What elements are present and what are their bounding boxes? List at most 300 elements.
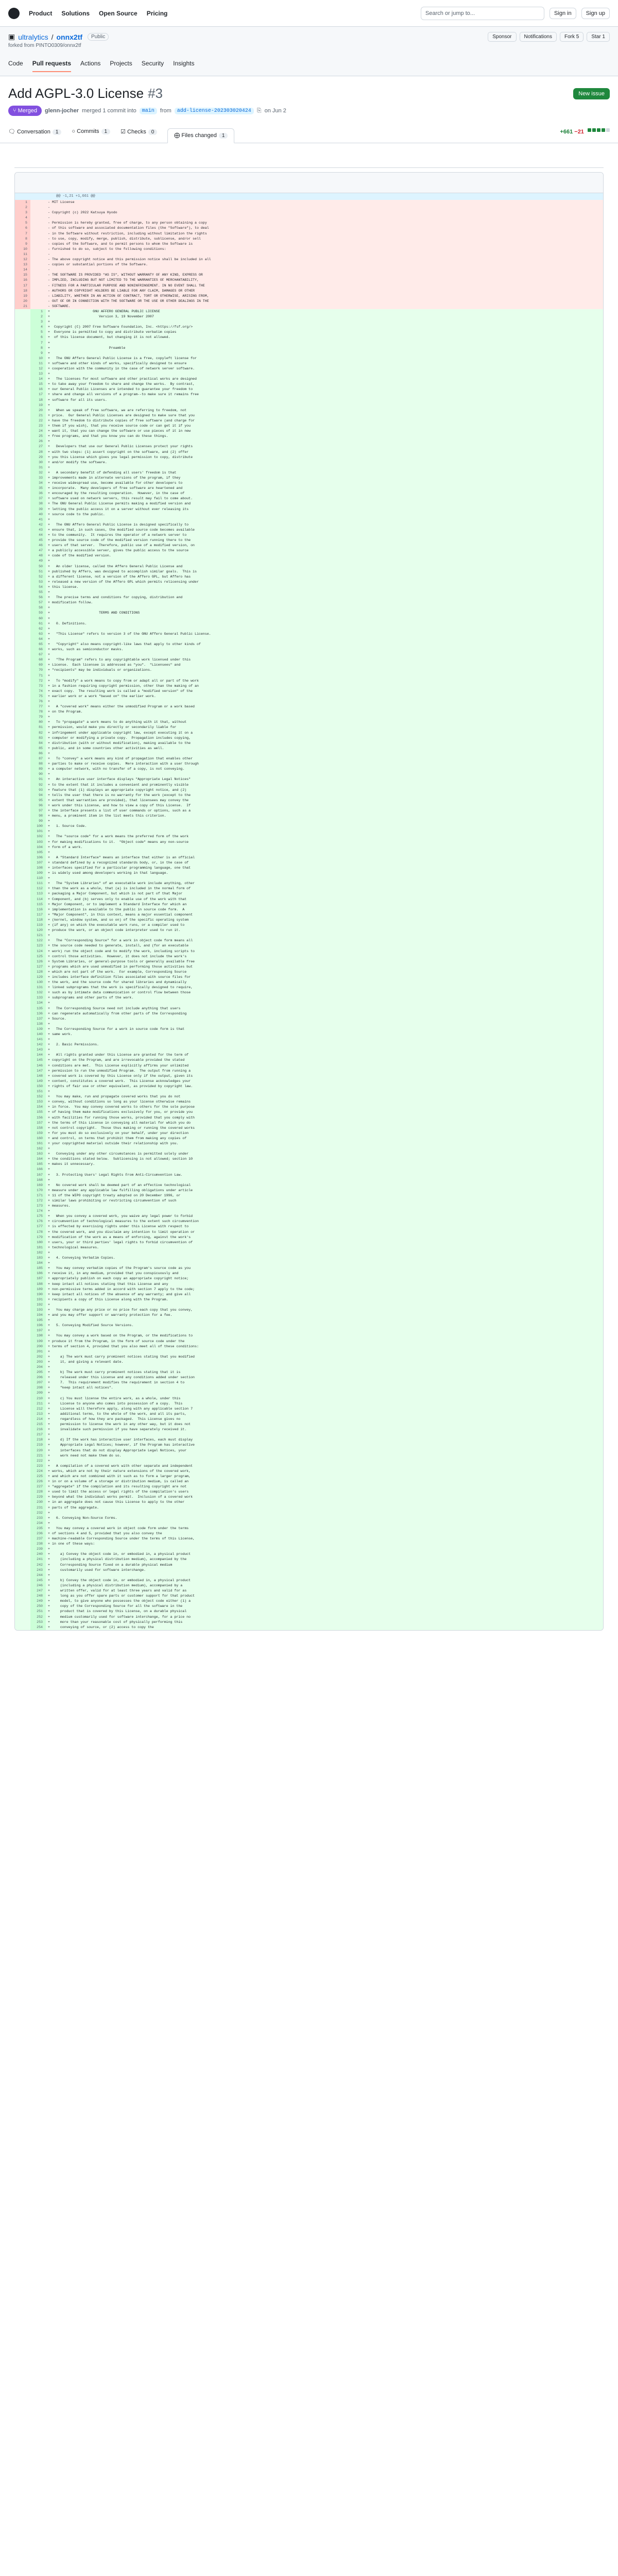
old-line-number[interactable] bbox=[15, 1297, 30, 1302]
old-line-number[interactable] bbox=[15, 886, 30, 891]
new-line-number[interactable]: 86 bbox=[30, 751, 46, 756]
old-line-number[interactable] bbox=[15, 470, 30, 476]
old-line-number[interactable] bbox=[15, 1563, 30, 1568]
old-line-number[interactable] bbox=[15, 834, 30, 839]
new-line-number[interactable]: 196 bbox=[30, 1323, 46, 1328]
old-line-number[interactable] bbox=[15, 1380, 30, 1385]
new-line-number[interactable]: 184 bbox=[30, 1261, 46, 1266]
sponsor-button[interactable]: Sponsor bbox=[488, 32, 516, 42]
star-button[interactable]: Star 1 bbox=[587, 32, 610, 42]
new-line-number[interactable]: 135 bbox=[30, 1006, 46, 1011]
old-line-number[interactable] bbox=[15, 1032, 30, 1037]
new-line-number[interactable]: 40 bbox=[30, 512, 46, 517]
old-line-number[interactable] bbox=[15, 761, 30, 767]
old-line-number[interactable] bbox=[15, 699, 30, 704]
old-line-number[interactable] bbox=[15, 408, 30, 413]
old-line-number[interactable] bbox=[15, 564, 30, 569]
new-line-number[interactable]: 85 bbox=[30, 746, 46, 751]
old-line-number[interactable] bbox=[15, 1484, 30, 1489]
old-line-number[interactable] bbox=[15, 553, 30, 558]
old-line-number[interactable] bbox=[15, 382, 30, 387]
new-line-number[interactable]: 235 bbox=[30, 1526, 46, 1531]
old-line-number[interactable] bbox=[15, 595, 30, 600]
old-line-number[interactable] bbox=[15, 626, 30, 632]
old-line-number[interactable] bbox=[15, 964, 30, 970]
old-line-number[interactable] bbox=[15, 543, 30, 548]
new-line-number[interactable]: 139 bbox=[30, 1027, 46, 1032]
new-line-number[interactable]: 1 bbox=[30, 309, 46, 314]
old-line-number[interactable] bbox=[15, 1110, 30, 1115]
old-line-number[interactable] bbox=[15, 1526, 30, 1531]
new-line-number[interactable]: 63 bbox=[30, 632, 46, 637]
old-line-number[interactable]: 3 bbox=[15, 210, 30, 215]
new-line-number[interactable]: 246 bbox=[30, 1583, 46, 1588]
old-line-number[interactable] bbox=[15, 1084, 30, 1089]
old-line-number[interactable] bbox=[15, 642, 30, 647]
new-line-number[interactable]: 14 bbox=[30, 377, 46, 382]
new-line-number[interactable]: 181 bbox=[30, 1245, 46, 1250]
old-line-number[interactable] bbox=[15, 314, 30, 319]
new-line-number[interactable]: 30 bbox=[30, 460, 46, 465]
old-line-number[interactable] bbox=[15, 720, 30, 725]
new-line-number[interactable]: 16 bbox=[30, 387, 46, 392]
new-line-number[interactable] bbox=[30, 294, 46, 299]
old-line-number[interactable] bbox=[15, 1349, 30, 1354]
old-line-number[interactable] bbox=[15, 460, 30, 465]
old-line-number[interactable] bbox=[15, 1115, 30, 1121]
fork-button[interactable]: Fork 5 bbox=[560, 32, 583, 42]
old-line-number[interactable] bbox=[15, 990, 30, 995]
tab-insights[interactable]: Insights bbox=[173, 60, 195, 67]
old-line-number[interactable] bbox=[15, 1141, 30, 1146]
new-line-number[interactable]: 128 bbox=[30, 970, 46, 975]
new-line-number[interactable]: 28 bbox=[30, 450, 46, 455]
old-line-number[interactable] bbox=[15, 803, 30, 808]
old-line-number[interactable] bbox=[15, 1370, 30, 1375]
old-line-number[interactable] bbox=[15, 970, 30, 975]
new-line-number[interactable]: 117 bbox=[30, 912, 46, 918]
new-line-number[interactable] bbox=[30, 231, 46, 236]
old-line-number[interactable] bbox=[15, 923, 30, 928]
old-line-number[interactable] bbox=[15, 1474, 30, 1479]
old-line-number[interactable] bbox=[15, 429, 30, 434]
old-line-number[interactable] bbox=[15, 725, 30, 730]
new-line-number[interactable]: 61 bbox=[30, 621, 46, 626]
old-line-number[interactable] bbox=[15, 1432, 30, 1437]
new-line-number[interactable]: 147 bbox=[30, 1069, 46, 1074]
old-line-number[interactable] bbox=[15, 1594, 30, 1599]
new-line-number[interactable] bbox=[30, 242, 46, 247]
old-line-number[interactable] bbox=[15, 1240, 30, 1245]
old-line-number[interactable] bbox=[15, 335, 30, 340]
old-line-number[interactable] bbox=[15, 746, 30, 751]
new-line-number[interactable]: 188 bbox=[30, 1282, 46, 1287]
old-line-number[interactable] bbox=[15, 933, 30, 938]
old-line-number[interactable]: 20 bbox=[15, 299, 30, 304]
new-line-number[interactable]: 223 bbox=[30, 1464, 46, 1469]
new-line-number[interactable]: 162 bbox=[30, 1146, 46, 1151]
new-line-number[interactable]: 55 bbox=[30, 590, 46, 595]
new-line-number[interactable]: 178 bbox=[30, 1230, 46, 1235]
new-line-number[interactable]: 21 bbox=[30, 413, 46, 418]
new-line-number[interactable]: 20 bbox=[30, 408, 46, 413]
old-line-number[interactable] bbox=[15, 866, 30, 871]
new-line-number[interactable]: 254 bbox=[30, 1625, 46, 1630]
old-line-number[interactable] bbox=[15, 1464, 30, 1469]
old-line-number[interactable]: 14 bbox=[15, 267, 30, 273]
new-line-number[interactable]: 84 bbox=[30, 741, 46, 746]
old-line-number[interactable] bbox=[15, 1183, 30, 1188]
old-line-number[interactable] bbox=[15, 1583, 30, 1588]
old-line-number[interactable] bbox=[15, 783, 30, 788]
old-line-number[interactable] bbox=[15, 1396, 30, 1401]
new-line-number[interactable]: 252 bbox=[30, 1615, 46, 1620]
new-line-number[interactable]: 189 bbox=[30, 1287, 46, 1292]
old-line-number[interactable]: 7 bbox=[15, 231, 30, 236]
old-line-number[interactable] bbox=[15, 1146, 30, 1151]
new-line-number[interactable]: 243 bbox=[30, 1568, 46, 1573]
github-logo-icon[interactable] bbox=[8, 8, 20, 19]
new-line-number[interactable]: 176 bbox=[30, 1219, 46, 1224]
old-line-number[interactable] bbox=[15, 1157, 30, 1162]
new-line-number[interactable]: 121 bbox=[30, 933, 46, 938]
new-line-number[interactable]: 79 bbox=[30, 715, 46, 720]
nav-solutions[interactable]: Solutions bbox=[61, 9, 90, 17]
old-line-number[interactable] bbox=[15, 907, 30, 912]
new-line-number[interactable]: 3 bbox=[30, 319, 46, 325]
new-line-number[interactable]: 156 bbox=[30, 1115, 46, 1121]
new-line-number[interactable]: 185 bbox=[30, 1266, 46, 1271]
old-line-number[interactable] bbox=[15, 1131, 30, 1136]
new-line-number[interactable]: 244 bbox=[30, 1573, 46, 1578]
old-line-number[interactable] bbox=[15, 1391, 30, 1396]
old-line-number[interactable] bbox=[15, 1453, 30, 1459]
new-line-number[interactable] bbox=[30, 289, 46, 294]
old-line-number[interactable] bbox=[15, 1308, 30, 1313]
new-line-number[interactable]: 88 bbox=[30, 761, 46, 767]
new-line-number[interactable]: 17 bbox=[30, 392, 46, 397]
old-line-number[interactable] bbox=[15, 1022, 30, 1027]
new-line-number[interactable] bbox=[30, 273, 46, 278]
notifications-button[interactable]: Notifications bbox=[520, 32, 557, 42]
old-line-number[interactable] bbox=[15, 881, 30, 886]
new-line-number[interactable]: 67 bbox=[30, 652, 46, 657]
old-line-number[interactable] bbox=[15, 387, 30, 392]
new-line-number[interactable]: 214 bbox=[30, 1417, 46, 1422]
old-line-number[interactable] bbox=[15, 1578, 30, 1583]
new-line-number[interactable]: 197 bbox=[30, 1328, 46, 1333]
old-line-number[interactable] bbox=[15, 590, 30, 595]
old-line-number[interactable] bbox=[15, 491, 30, 496]
new-line-number[interactable] bbox=[30, 210, 46, 215]
old-line-number[interactable]: 18 bbox=[15, 289, 30, 294]
old-line-number[interactable]: 11 bbox=[15, 252, 30, 257]
new-line-number[interactable]: 91 bbox=[30, 777, 46, 782]
old-line-number[interactable] bbox=[15, 793, 30, 798]
new-line-number[interactable]: 72 bbox=[30, 679, 46, 684]
old-line-number[interactable] bbox=[15, 829, 30, 834]
old-line-number[interactable] bbox=[15, 1541, 30, 1547]
new-line-number[interactable]: 35 bbox=[30, 486, 46, 491]
old-line-number[interactable] bbox=[15, 938, 30, 943]
new-line-number[interactable]: 113 bbox=[30, 891, 46, 896]
tab-actions[interactable]: Actions bbox=[80, 60, 101, 67]
old-line-number[interactable]: 19 bbox=[15, 294, 30, 299]
old-line-number[interactable] bbox=[15, 1261, 30, 1266]
new-line-number[interactable]: 141 bbox=[30, 1037, 46, 1042]
new-line-number[interactable]: 43 bbox=[30, 528, 46, 533]
new-line-number[interactable]: 8 bbox=[30, 346, 46, 351]
old-line-number[interactable] bbox=[15, 1609, 30, 1614]
new-line-number[interactable]: 191 bbox=[30, 1297, 46, 1302]
new-line-number[interactable] bbox=[30, 221, 46, 226]
old-line-number[interactable]: 12 bbox=[15, 257, 30, 262]
new-line-number[interactable]: 109 bbox=[30, 871, 46, 876]
new-issue-button[interactable]: New issue bbox=[573, 88, 610, 99]
new-line-number[interactable]: 81 bbox=[30, 725, 46, 730]
old-line-number[interactable] bbox=[15, 1271, 30, 1276]
old-line-number[interactable] bbox=[15, 1531, 30, 1536]
old-line-number[interactable] bbox=[15, 1620, 30, 1625]
new-line-number[interactable]: 168 bbox=[30, 1178, 46, 1183]
old-line-number[interactable] bbox=[15, 860, 30, 866]
new-line-number[interactable]: 239 bbox=[30, 1547, 46, 1552]
old-line-number[interactable] bbox=[15, 1406, 30, 1412]
new-line-number[interactable]: 41 bbox=[30, 517, 46, 522]
new-line-number[interactable]: 49 bbox=[30, 558, 46, 564]
new-line-number[interactable]: 137 bbox=[30, 1016, 46, 1022]
old-line-number[interactable] bbox=[15, 876, 30, 881]
new-line-number[interactable]: 193 bbox=[30, 1308, 46, 1313]
old-line-number[interactable] bbox=[15, 1339, 30, 1344]
new-line-number[interactable]: 172 bbox=[30, 1198, 46, 1204]
new-line-number[interactable]: 120 bbox=[30, 928, 46, 933]
new-line-number[interactable]: 73 bbox=[30, 684, 46, 689]
new-line-number[interactable]: 92 bbox=[30, 783, 46, 788]
new-line-number[interactable] bbox=[30, 215, 46, 221]
new-line-number[interactable]: 200 bbox=[30, 1344, 46, 1349]
old-line-number[interactable]: 8 bbox=[15, 236, 30, 242]
new-line-number[interactable]: 44 bbox=[30, 533, 46, 538]
new-line-number[interactable]: 211 bbox=[30, 1401, 46, 1406]
old-line-number[interactable] bbox=[15, 569, 30, 574]
old-line-number[interactable] bbox=[15, 943, 30, 948]
new-line-number[interactable]: 133 bbox=[30, 995, 46, 1001]
new-line-number[interactable]: 127 bbox=[30, 964, 46, 970]
new-line-number[interactable]: 136 bbox=[30, 1011, 46, 1016]
new-line-number[interactable]: 248 bbox=[30, 1594, 46, 1599]
new-line-number[interactable]: 229 bbox=[30, 1495, 46, 1500]
old-line-number[interactable] bbox=[15, 1245, 30, 1250]
old-line-number[interactable] bbox=[15, 1193, 30, 1198]
old-line-number[interactable] bbox=[15, 1427, 30, 1432]
new-line-number[interactable]: 59 bbox=[30, 611, 46, 616]
new-line-number[interactable]: 213 bbox=[30, 1412, 46, 1417]
old-line-number[interactable] bbox=[15, 1214, 30, 1219]
old-line-number[interactable] bbox=[15, 1375, 30, 1380]
new-line-number[interactable]: 104 bbox=[30, 845, 46, 850]
old-line-number[interactable] bbox=[15, 1204, 30, 1209]
new-line-number[interactable]: 217 bbox=[30, 1432, 46, 1437]
old-line-number[interactable] bbox=[15, 1302, 30, 1308]
new-line-number[interactable]: 206 bbox=[30, 1375, 46, 1380]
old-line-number[interactable] bbox=[15, 1328, 30, 1333]
old-line-number[interactable] bbox=[15, 1599, 30, 1604]
new-line-number[interactable]: 247 bbox=[30, 1588, 46, 1594]
old-line-number[interactable] bbox=[15, 351, 30, 356]
old-line-number[interactable] bbox=[15, 1417, 30, 1422]
new-line-number[interactable]: 228 bbox=[30, 1489, 46, 1495]
old-line-number[interactable] bbox=[15, 423, 30, 429]
old-line-number[interactable] bbox=[15, 486, 30, 491]
new-line-number[interactable]: 234 bbox=[30, 1521, 46, 1526]
tab-commits[interactable] bbox=[72, 128, 110, 143]
new-line-number[interactable]: 132 bbox=[30, 990, 46, 995]
old-line-number[interactable] bbox=[15, 985, 30, 990]
old-line-number[interactable] bbox=[15, 788, 30, 793]
new-line-number[interactable]: 251 bbox=[30, 1609, 46, 1614]
old-line-number[interactable] bbox=[15, 1469, 30, 1474]
new-line-number[interactable] bbox=[30, 267, 46, 273]
new-line-number[interactable]: 174 bbox=[30, 1209, 46, 1214]
old-line-number[interactable] bbox=[15, 1385, 30, 1391]
new-line-number[interactable]: 114 bbox=[30, 897, 46, 902]
new-line-number[interactable]: 155 bbox=[30, 1110, 46, 1115]
new-line-number[interactable]: 125 bbox=[30, 954, 46, 959]
new-line-number[interactable]: 230 bbox=[30, 1500, 46, 1505]
new-line-number[interactable]: 108 bbox=[30, 866, 46, 871]
new-line-number[interactable]: 138 bbox=[30, 1022, 46, 1027]
old-line-number[interactable] bbox=[15, 668, 30, 673]
new-line-number[interactable]: 205 bbox=[30, 1370, 46, 1375]
old-line-number[interactable] bbox=[15, 736, 30, 741]
new-line-number[interactable]: 175 bbox=[30, 1214, 46, 1219]
old-line-number[interactable] bbox=[15, 1604, 30, 1609]
new-line-number[interactable] bbox=[30, 252, 46, 257]
old-line-number[interactable] bbox=[15, 1079, 30, 1084]
old-line-number[interactable] bbox=[15, 1230, 30, 1235]
old-line-number[interactable] bbox=[15, 637, 30, 642]
new-line-number[interactable]: 12 bbox=[30, 366, 46, 371]
old-line-number[interactable] bbox=[15, 371, 30, 377]
old-line-number[interactable] bbox=[15, 1536, 30, 1541]
new-line-number[interactable]: 29 bbox=[30, 455, 46, 460]
new-line-number[interactable]: 96 bbox=[30, 803, 46, 808]
old-line-number[interactable] bbox=[15, 1292, 30, 1297]
old-line-number[interactable]: 1 bbox=[15, 200, 30, 205]
sign-up-button[interactable]: Sign up bbox=[581, 8, 610, 19]
hunk-header[interactable]: @@ -1,21 +1,661 @@ bbox=[15, 193, 603, 200]
old-line-number[interactable] bbox=[15, 731, 30, 736]
new-line-number[interactable]: 160 bbox=[30, 1136, 46, 1141]
old-line-number[interactable] bbox=[15, 580, 30, 585]
new-line-number[interactable]: 36 bbox=[30, 491, 46, 496]
old-line-number[interactable] bbox=[15, 558, 30, 564]
old-line-number[interactable] bbox=[15, 1625, 30, 1630]
old-line-number[interactable] bbox=[15, 1547, 30, 1552]
old-line-number[interactable] bbox=[15, 1224, 30, 1229]
old-line-number[interactable] bbox=[15, 1344, 30, 1349]
old-line-number[interactable] bbox=[15, 346, 30, 351]
old-line-number[interactable] bbox=[15, 824, 30, 829]
new-line-number[interactable]: 159 bbox=[30, 1131, 46, 1136]
old-line-number[interactable] bbox=[15, 1209, 30, 1214]
old-line-number[interactable] bbox=[15, 1001, 30, 1006]
new-line-number[interactable]: 253 bbox=[30, 1620, 46, 1625]
new-line-number[interactable]: 140 bbox=[30, 1032, 46, 1037]
new-line-number[interactable]: 93 bbox=[30, 788, 46, 793]
new-line-number[interactable]: 204 bbox=[30, 1365, 46, 1370]
new-line-number[interactable]: 48 bbox=[30, 553, 46, 558]
new-line-number[interactable] bbox=[30, 283, 46, 289]
new-line-number[interactable]: 165 bbox=[30, 1162, 46, 1167]
old-line-number[interactable] bbox=[15, 767, 30, 772]
old-line-number[interactable] bbox=[15, 1074, 30, 1079]
new-line-number[interactable]: 227 bbox=[30, 1484, 46, 1489]
old-line-number[interactable] bbox=[15, 902, 30, 907]
old-line-number[interactable] bbox=[15, 1495, 30, 1500]
old-line-number[interactable]: 17 bbox=[15, 283, 30, 289]
old-line-number[interactable] bbox=[15, 574, 30, 580]
new-line-number[interactable]: 13 bbox=[30, 371, 46, 377]
new-line-number[interactable]: 82 bbox=[30, 731, 46, 736]
new-line-number[interactable]: 203 bbox=[30, 1360, 46, 1365]
new-line-number[interactable]: 201 bbox=[30, 1349, 46, 1354]
old-line-number[interactable] bbox=[15, 366, 30, 371]
new-line-number[interactable]: 219 bbox=[30, 1443, 46, 1448]
new-line-number[interactable]: 52 bbox=[30, 574, 46, 580]
new-line-number[interactable]: 34 bbox=[30, 481, 46, 486]
old-line-number[interactable] bbox=[15, 1063, 30, 1069]
old-line-number[interactable] bbox=[15, 772, 30, 777]
new-line-number[interactable]: 90 bbox=[30, 772, 46, 777]
new-line-number[interactable]: 64 bbox=[30, 637, 46, 642]
new-line-number[interactable]: 221 bbox=[30, 1453, 46, 1459]
old-line-number[interactable] bbox=[15, 1266, 30, 1271]
old-line-number[interactable] bbox=[15, 450, 30, 455]
new-line-number[interactable]: 186 bbox=[30, 1271, 46, 1276]
new-line-number[interactable]: 15 bbox=[30, 382, 46, 387]
old-line-number[interactable] bbox=[15, 1354, 30, 1360]
new-line-number[interactable]: 126 bbox=[30, 959, 46, 964]
new-line-number[interactable]: 194 bbox=[30, 1313, 46, 1318]
new-line-number[interactable] bbox=[30, 226, 46, 231]
old-line-number[interactable] bbox=[15, 330, 30, 335]
new-line-number[interactable] bbox=[30, 278, 46, 283]
new-line-number[interactable]: 50 bbox=[30, 564, 46, 569]
new-line-number[interactable]: 179 bbox=[30, 1235, 46, 1240]
old-line-number[interactable] bbox=[15, 356, 30, 361]
new-line-number[interactable]: 182 bbox=[30, 1250, 46, 1256]
new-line-number[interactable]: 212 bbox=[30, 1406, 46, 1412]
new-line-number[interactable]: 166 bbox=[30, 1167, 46, 1172]
new-line-number[interactable]: 9 bbox=[30, 351, 46, 356]
old-line-number[interactable] bbox=[15, 507, 30, 512]
new-line-number[interactable]: 183 bbox=[30, 1256, 46, 1261]
new-line-number[interactable]: 180 bbox=[30, 1240, 46, 1245]
new-line-number[interactable]: 190 bbox=[30, 1292, 46, 1297]
old-line-number[interactable] bbox=[15, 1500, 30, 1505]
new-line-number[interactable] bbox=[30, 236, 46, 242]
new-line-number[interactable]: 130 bbox=[30, 980, 46, 985]
new-line-number[interactable]: 75 bbox=[30, 694, 46, 699]
tab-projects[interactable]: Projects bbox=[110, 60, 132, 67]
old-line-number[interactable] bbox=[15, 751, 30, 756]
old-line-number[interactable] bbox=[15, 1489, 30, 1495]
old-line-number[interactable] bbox=[15, 632, 30, 637]
old-line-number[interactable] bbox=[15, 392, 30, 397]
old-line-number[interactable] bbox=[15, 1511, 30, 1516]
